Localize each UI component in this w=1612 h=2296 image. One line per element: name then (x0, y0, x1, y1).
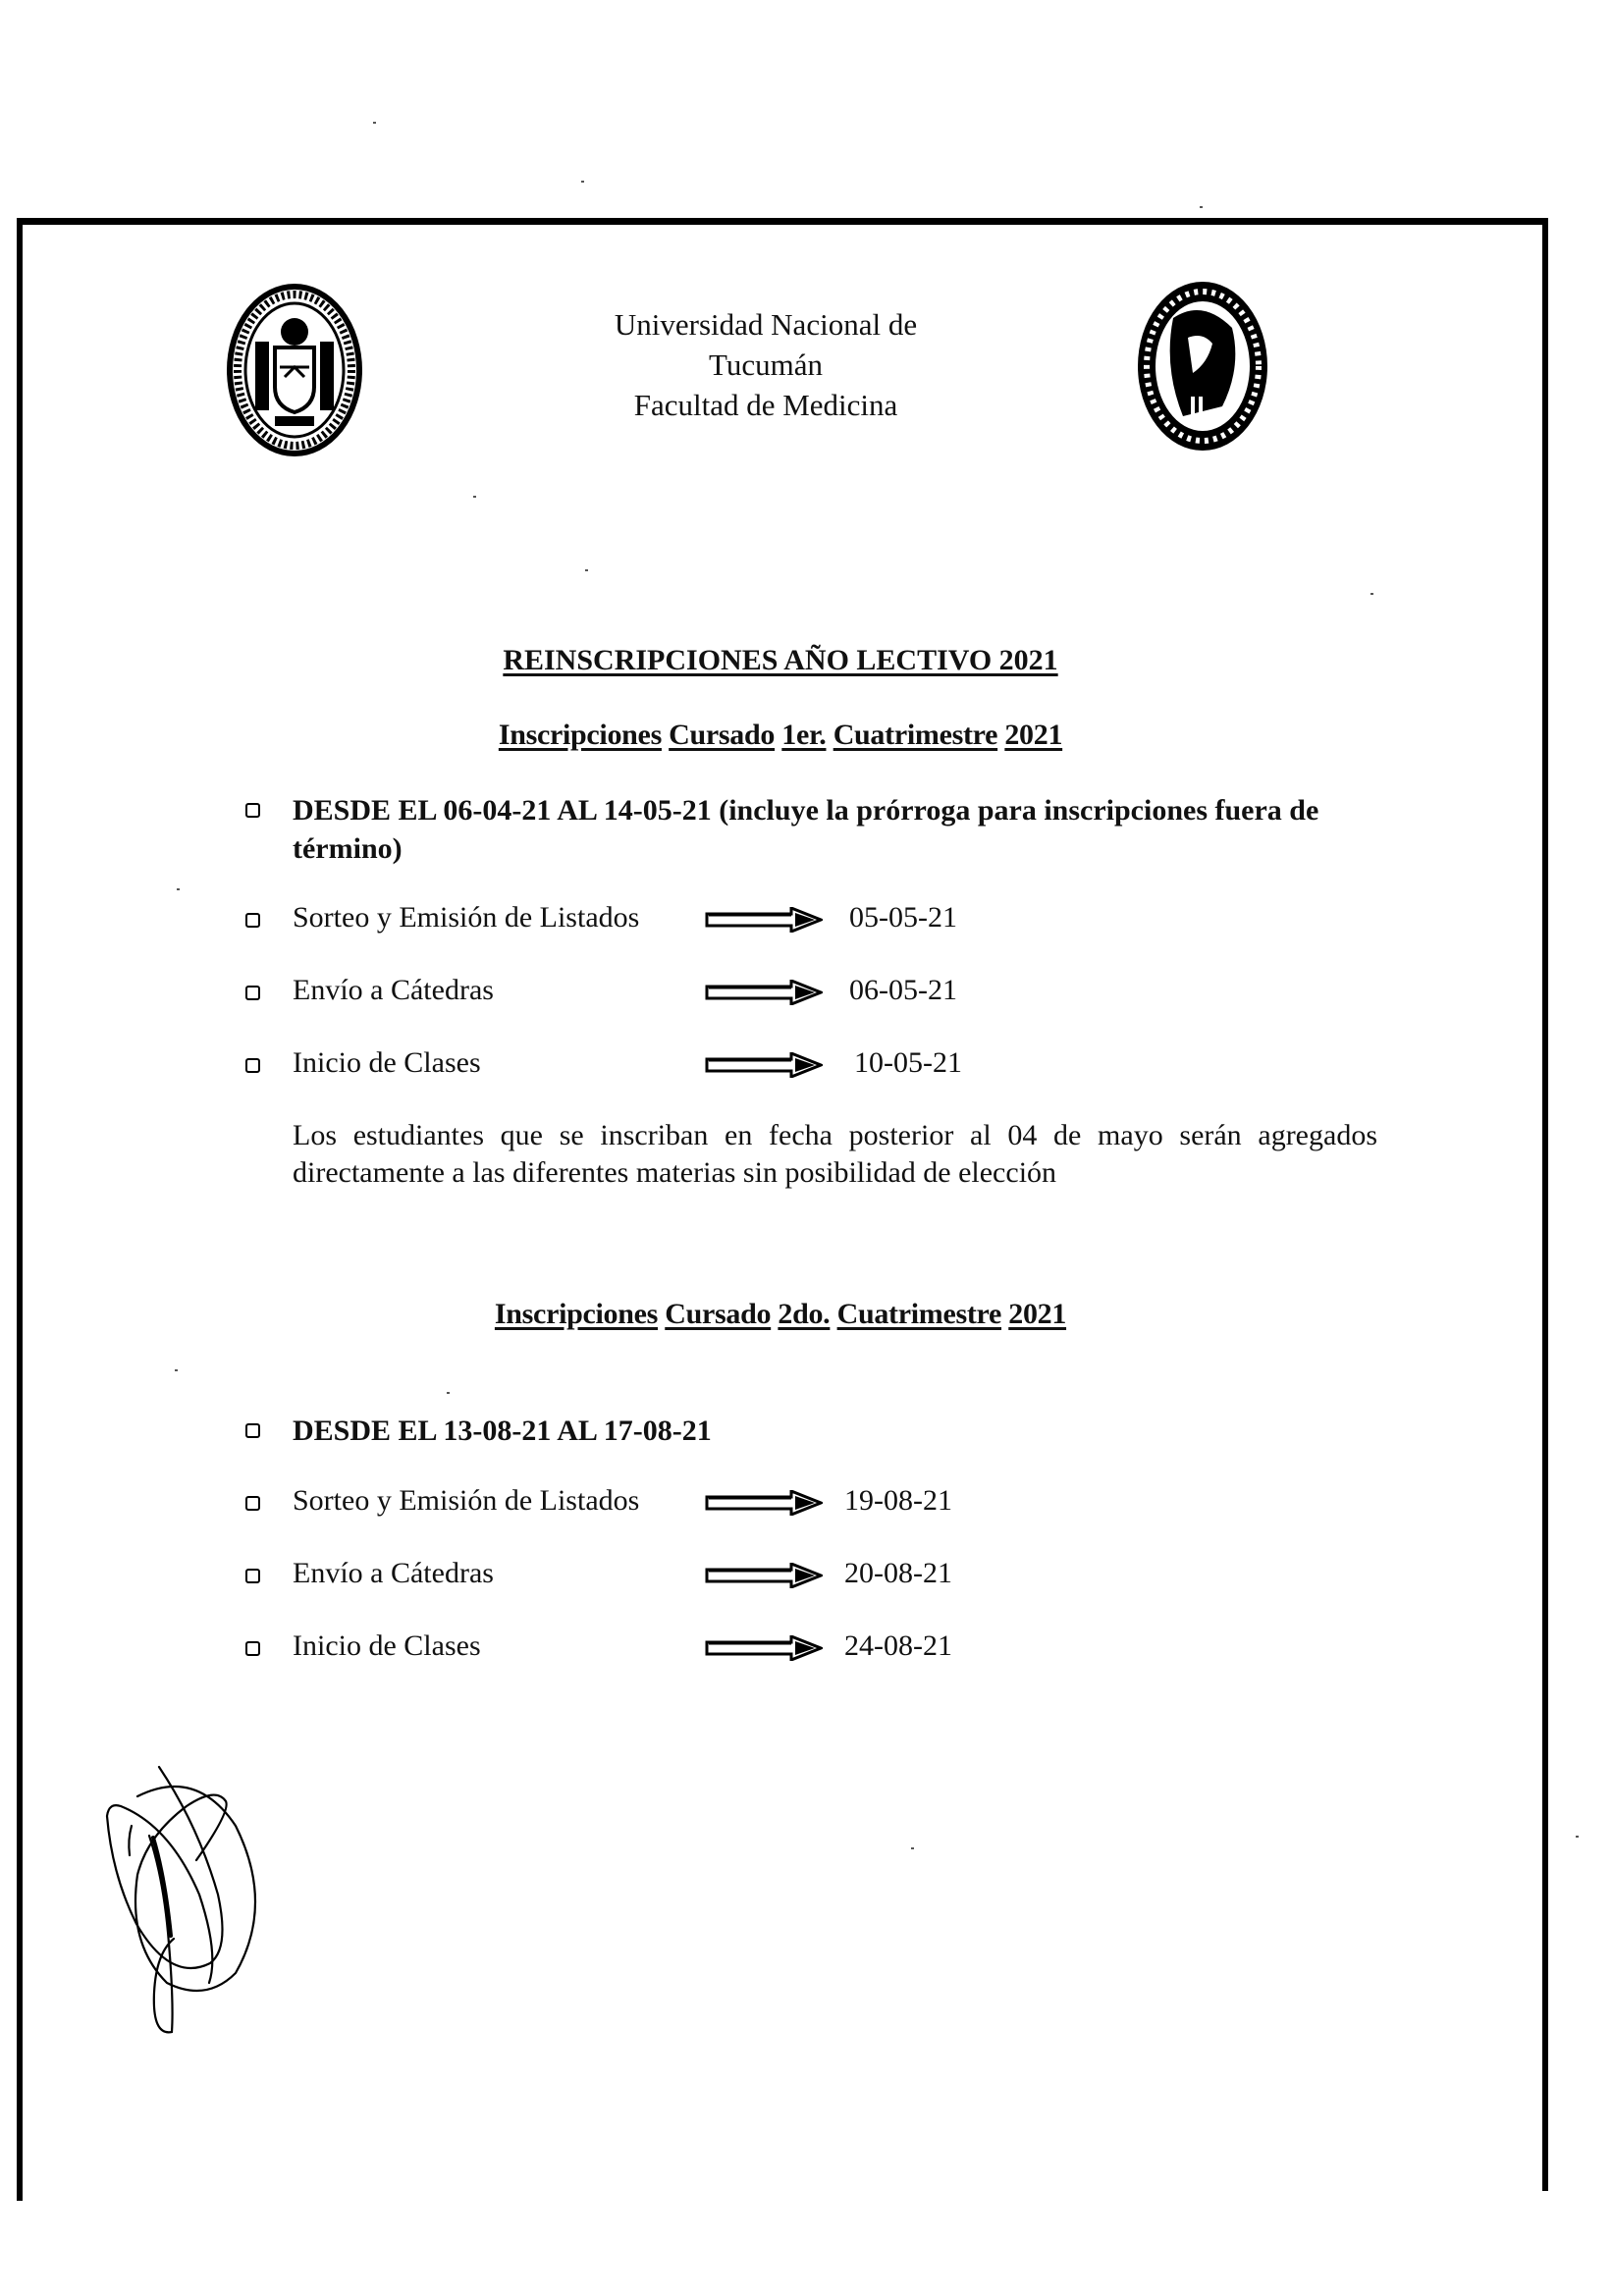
item-label: Sorteo y Emisión de Listados (293, 901, 640, 934)
item-date: 06-05-21 (849, 974, 957, 1006)
header-line-faculty: Facultad de Medicina (633, 388, 898, 422)
scan-speck (447, 1392, 450, 1394)
late-enrollment-note: Los estudiantes que se inscriban en fecha posterior al 04 de mayo serán agregados directamente a las diferentes materias sin posibilidad de elección (293, 1119, 1377, 1189)
section-1-heading (295, 719, 1266, 752)
scan-speck (177, 888, 180, 890)
heading-word: 1er. (781, 719, 827, 751)
period-dates: DESDE EL 06-04-21 AL 14-05-21 (293, 794, 712, 827)
scan-speck (911, 1847, 914, 1849)
right-arrow-icon (705, 907, 823, 933)
item-date: 19-08-21 (844, 1484, 952, 1517)
checkbox-bullet-icon (245, 1423, 260, 1438)
scan-speck (1576, 1836, 1579, 1838)
item-label: Inicio de Clases (293, 1629, 481, 1662)
right-arrow-icon (705, 1490, 823, 1516)
scan-speck (175, 1369, 178, 1371)
checkbox-bullet-icon (245, 1641, 260, 1656)
page-border-left (17, 218, 23, 2201)
item-date: 10-05-21 (854, 1046, 962, 1079)
checkbox-bullet-icon (245, 1569, 260, 1583)
heading-word: 2021 (1004, 719, 1063, 751)
checkbox-bullet-icon (245, 986, 260, 1000)
heading-word: Cuatrimestre (833, 719, 998, 751)
checkbox-bullet-icon (245, 1058, 260, 1073)
right-arrow-icon (705, 1635, 823, 1661)
handwritten-signature (98, 1747, 285, 2042)
page-border-top (17, 218, 1548, 225)
right-arrow-icon (705, 1052, 823, 1078)
checkbox-bullet-icon (245, 913, 260, 928)
right-arrow-icon (705, 980, 823, 1005)
heading-word: Cuatrimestre (836, 1298, 1002, 1330)
scan-speck (581, 181, 584, 183)
right-arrow-icon (705, 1563, 823, 1588)
period-text (293, 791, 1382, 868)
heading-word: Inscripciones (498, 719, 662, 751)
scan-speck (373, 122, 376, 124)
page-title-text: REINSCRIPCIONES AÑO LECTIVO 2021 (503, 644, 1058, 676)
university-seal-icon (226, 283, 363, 457)
heading-word: Cursado (665, 1298, 772, 1330)
scan-speck (473, 496, 476, 498)
scan-speck (1200, 206, 1203, 208)
period-note: (incluye la prórroga para inscripciones fuera de término) (293, 794, 1319, 865)
period-text: DESDE EL 13-08-21 AL 17-08-21 (293, 1415, 712, 1447)
faculty-seal-icon (1134, 279, 1271, 454)
heading-word: Inscripciones (494, 1298, 659, 1330)
heading-word: 2021 (1008, 1298, 1067, 1330)
page-border-right (1542, 218, 1548, 2191)
item-date: 05-05-21 (849, 901, 957, 934)
heading-word: Cursado (669, 719, 776, 751)
scan-speck (585, 569, 588, 571)
header-line-university: Universidad Nacional de (614, 307, 918, 342)
item-date: 24-08-21 (844, 1629, 952, 1662)
institution-header (530, 304, 1001, 425)
item-label: Envío a Cátedras (293, 974, 494, 1006)
header-line-city: Tucumán (709, 347, 823, 382)
item-label: Sorteo y Emisión de Listados (293, 1484, 640, 1517)
section-2-heading (295, 1298, 1266, 1331)
checkbox-bullet-icon (245, 1496, 260, 1511)
scan-speck (1370, 593, 1373, 595)
item-label: Envío a Cátedras (293, 1557, 494, 1589)
heading-word: 2do. (778, 1298, 831, 1330)
item-label: Inicio de Clases (293, 1046, 481, 1079)
item-date: 20-08-21 (844, 1557, 952, 1589)
checkbox-bullet-icon (245, 803, 260, 818)
page-title (295, 644, 1266, 677)
